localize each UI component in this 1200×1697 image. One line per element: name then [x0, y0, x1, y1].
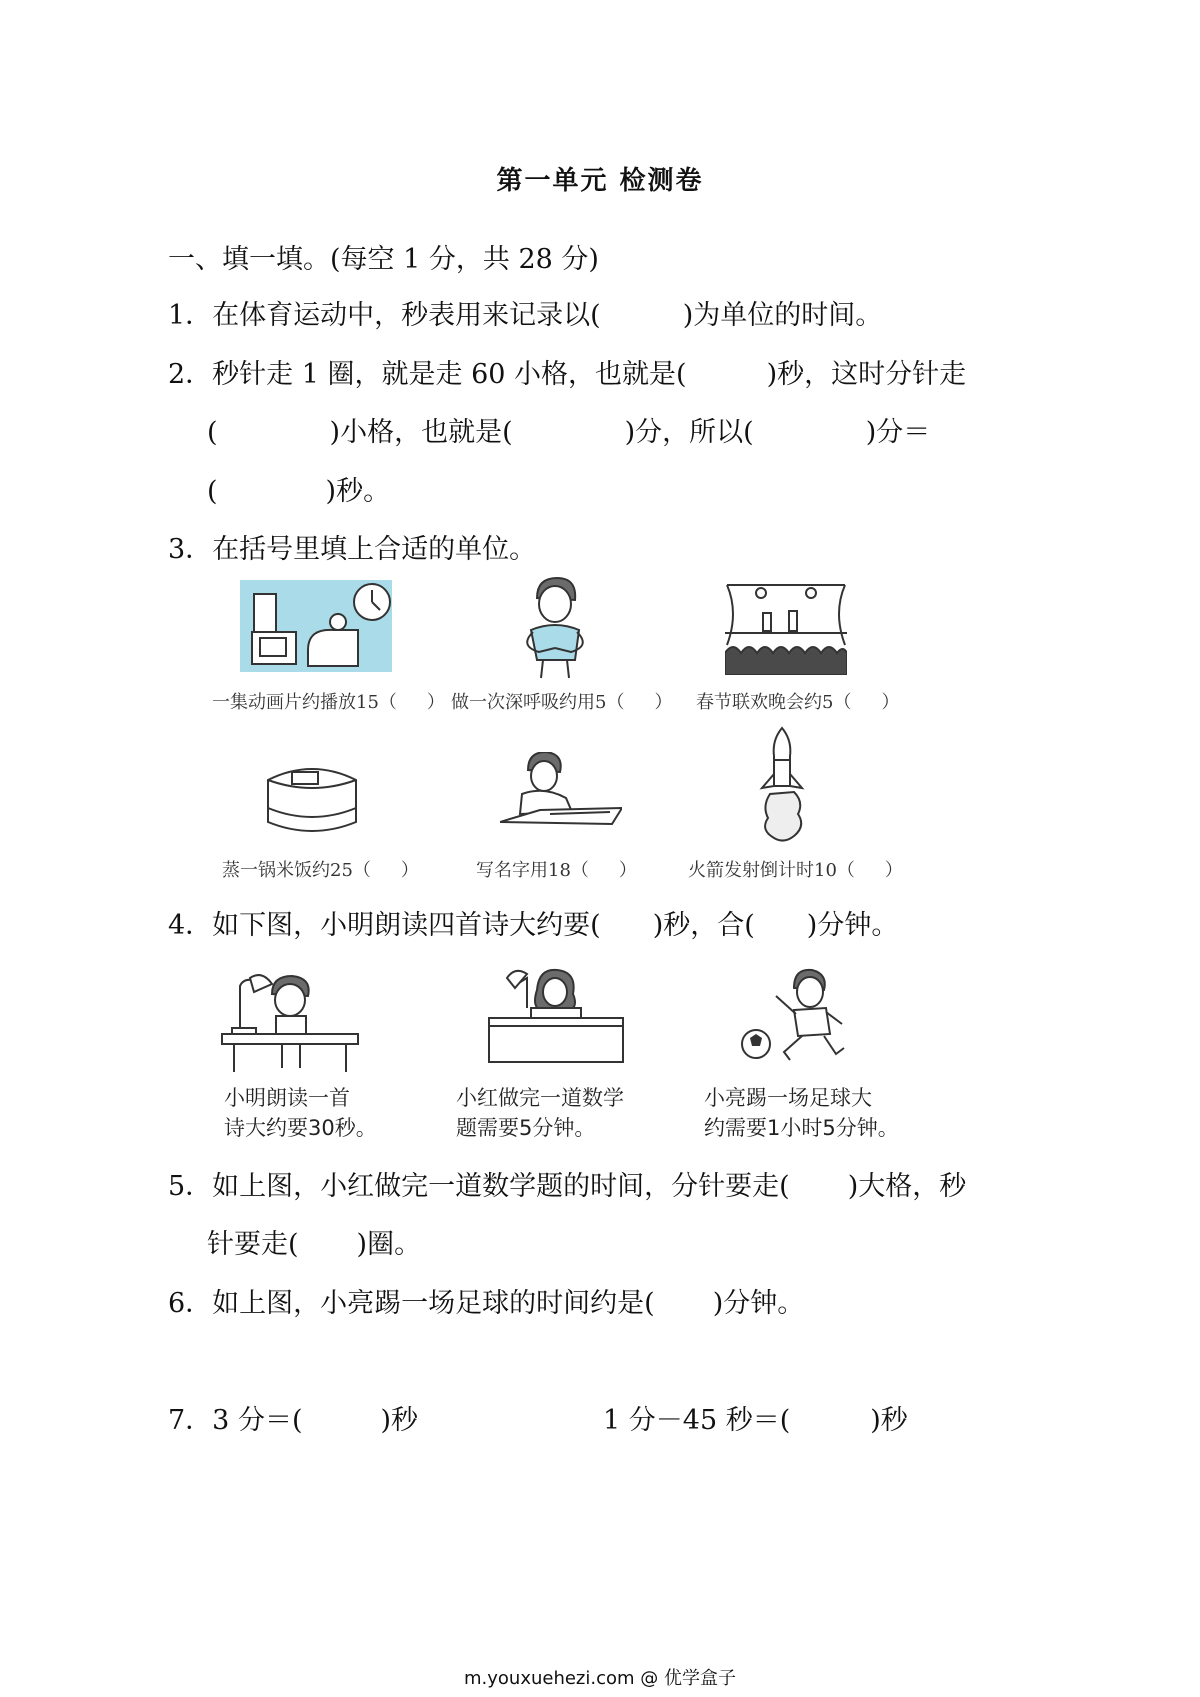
q7-right-b: )秒: [870, 1405, 908, 1436]
boy-breathing-illustration: [515, 576, 597, 680]
q3-caption-3-text: 春节联欢晚会约5（: [696, 692, 852, 713]
q3-caption-2-text: 做一次深呼吸约用5（: [451, 692, 625, 713]
q4-caption-2: [456, 1083, 624, 1143]
question-2-line-1: [168, 352, 966, 391]
q3-caption-3-close: ）: [881, 692, 900, 713]
question-6: [168, 1281, 804, 1320]
rice-cooker-illustration: [262, 750, 362, 840]
q3-caption-1-text: 一集动画片约播放15（: [212, 692, 397, 713]
q3-caption-6-close: ）: [884, 860, 903, 881]
footer-watermark: m.youxuehezi.com @ 优学盒子: [463, 1668, 736, 1689]
xiaoliang-football-illustration: [740, 968, 846, 1062]
q3-caption-6: [688, 856, 903, 882]
q3-caption-5-close: ）: [618, 860, 637, 881]
q4-caption-1-line-2: 诗大约要30秒。: [224, 1116, 377, 1140]
q5-line2-b: )圈。: [356, 1229, 422, 1260]
q2-line3-a: (: [207, 476, 218, 507]
spring-gala-stage-illustration: [725, 583, 847, 675]
q3-caption-4: [222, 856, 419, 882]
question-2-line-3: [207, 469, 390, 508]
q4-caption-3-line-1: 小亮踢一场足球大: [704, 1086, 872, 1110]
q2-line3-b: )秒。: [325, 476, 391, 507]
question-1: [168, 293, 882, 332]
q4-caption-3-line-2: 约需要1小时5分钟。: [704, 1116, 899, 1140]
q4-caption-1-line-1: 小明朗读一首: [224, 1086, 350, 1110]
q6-text-a: 6．如上图，小亮踢一场足球的时间约是(: [168, 1288, 655, 1319]
q4-text-a: 4．如下图，小明朗读四首诗大约要(: [168, 910, 601, 941]
q5-line1-a: 5．如上图，小红做完一道数学题的时间，分针要走(: [168, 1171, 790, 1202]
q3-caption-4-close: ）: [400, 860, 419, 881]
q6-text-b: )分钟。: [712, 1288, 805, 1319]
q4-caption-3: [704, 1083, 899, 1143]
living-room-tv-illustration: [240, 580, 392, 672]
q3-caption-1: [212, 688, 445, 714]
xiaoming-reading-illustration: [220, 972, 360, 1072]
q2-line2-d: )分＝: [865, 417, 931, 448]
q3-caption-3: [696, 688, 899, 714]
question-4: [168, 903, 898, 942]
page-title: 第一单元 检测卷: [496, 166, 704, 196]
question-7-left: [168, 1398, 418, 1437]
question-7-right: [603, 1398, 908, 1437]
q5-line2-a: 针要走(: [207, 1229, 299, 1260]
q3-caption-5-text: 写名字用18（: [476, 860, 589, 881]
q7-right-a: 1 分－45 秒＝(: [603, 1405, 791, 1436]
q3-caption-4-text: 蒸一锅米饭约25（: [222, 860, 371, 881]
q3-caption-2: [451, 688, 672, 714]
q7-left-b: )秒: [380, 1405, 419, 1436]
question-5-line-2: [207, 1222, 421, 1261]
q1-text-a: 1．在体育运动中，秒表用来记录以(: [168, 300, 601, 331]
q4-caption-1: [224, 1083, 377, 1143]
q7-left-a: 7．3 分＝(: [168, 1405, 303, 1436]
q5-line1-b: )大格，秒: [847, 1171, 967, 1202]
question-3: 3．在括号里填上合适的单位。: [168, 534, 537, 565]
q2-line2-c: )分，所以(: [624, 417, 754, 448]
q3-caption-5: [476, 856, 637, 882]
boy-writing-illustration: [500, 752, 622, 830]
q2-line2-a: (: [207, 417, 218, 448]
q3-caption-1-close: ）: [426, 692, 445, 713]
q2-line2-b: )小格，也就是(: [329, 417, 513, 448]
q3-caption-6-text: 火箭发射倒计时10（: [688, 860, 855, 881]
q1-text-b: )为单位的时间。: [682, 300, 883, 331]
q4-caption-2-line-2: 题需要5分钟。: [456, 1116, 596, 1140]
rocket-launch-illustration: [756, 726, 808, 842]
q4-caption-2-line-1: 小红做完一道数学: [456, 1086, 624, 1110]
section-heading: 一、填一填。(每空 1 分，共 28 分): [168, 244, 599, 275]
q2-line1-a: 2．秒针走 1 圈，就是走 60 小格，也就是(: [168, 359, 687, 390]
q2-line1-b: )秒，这时分针走: [766, 359, 967, 390]
q4-text-b: )秒，合(: [652, 910, 755, 941]
question-5-line-1: [168, 1164, 966, 1203]
q4-text-c: )分钟。: [806, 910, 899, 941]
xiaohong-homework-illustration: [487, 968, 625, 1064]
question-2-line-2: [207, 410, 930, 449]
q3-caption-2-close: ）: [654, 692, 673, 713]
